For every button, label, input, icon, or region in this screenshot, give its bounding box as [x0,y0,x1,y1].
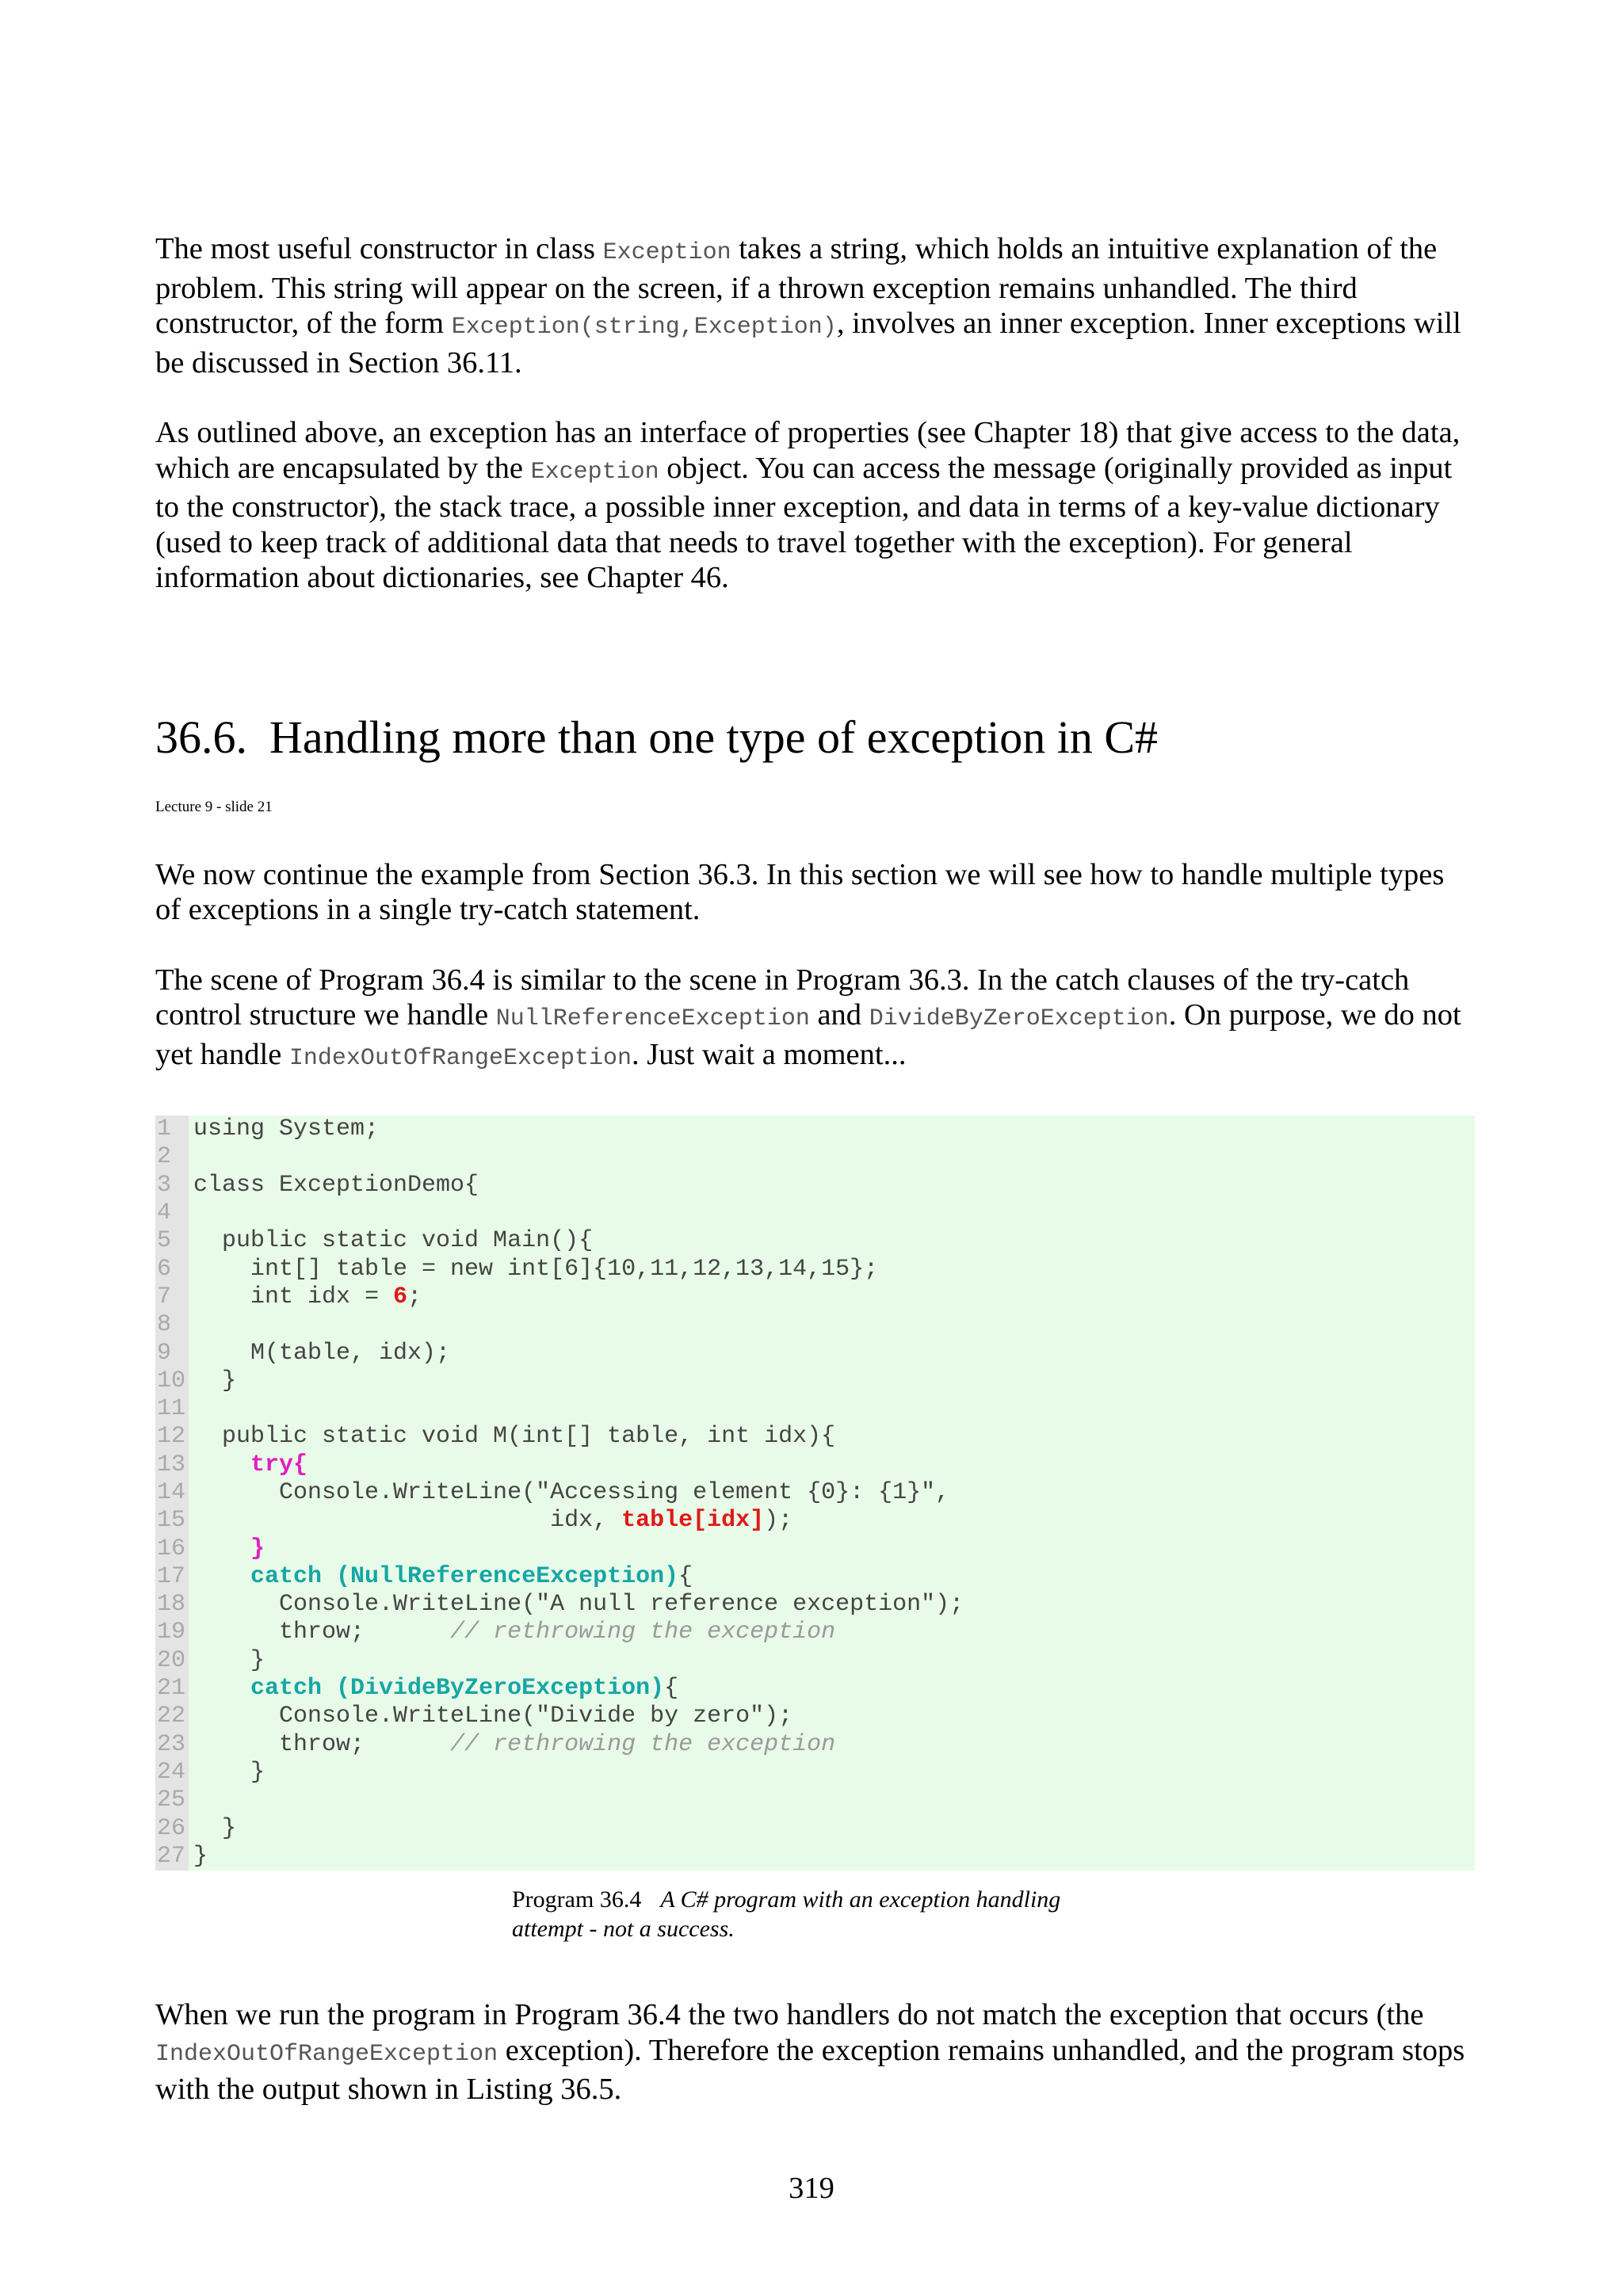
page-body [155,231,1475,2107]
line-number: 2 [155,1143,189,1171]
inline-code: DivideByZeroException [869,1005,1169,1033]
line-number: 20 [155,1647,189,1675]
code-line: 27 } [157,1842,208,1870]
caption-text: A C# program with an exception handling attempt - not a success. [512,1886,1061,1943]
line-number: 6 [155,1256,189,1283]
line-number: 26 [155,1815,189,1843]
try-close-brace: } [250,1535,265,1562]
code-line [155,1395,1475,1423]
highlight-expression: table[idx] [621,1507,765,1535]
highlight-value: 6 [393,1283,408,1310]
page-number: 319 [789,2172,834,2205]
code-line [155,1451,1475,1479]
code-line: 20 } [157,1646,265,1674]
line-number: 14 [155,1479,189,1507]
code-line: 1 using System; [157,1116,380,1143]
line-number: 23 [155,1731,189,1759]
code-line: 7 int idx = 6; [157,1283,422,1310]
section-number: 36.6. [155,711,247,763]
code-line: 26 } [157,1814,237,1842]
line-number: 21 [155,1675,189,1703]
line-number: 7 [155,1283,189,1311]
code-line [155,1535,1475,1563]
inline-code: NullReferenceException [495,1005,810,1033]
line-number: 8 [155,1311,189,1339]
paragraph-program-result: When we run the program in Program 36.4 the two handlers do not match the exception that occurs (the IndexOutOfRangeException exception). Therefore the exception remains unhandled, and the program stops with the output shown in Listing 36.5. [155,1998,1465,2107]
line-number: 18 [155,1591,189,1619]
line-number: 24 [155,1759,189,1787]
code-line: 3 class ExceptionDemo{ [157,1171,479,1199]
code-comment: // rethrowing the exception [450,1619,836,1646]
line-number: 11 [155,1395,189,1423]
paragraph-program-scene: The scene of Program 36.4 is similar to the scene in Program 36.3. In the catch clauses of the try-catch control structure we handle NullReferenceException and DivideByZeroException. On purpose, we do not yet handle IndexOutOfRangeException. Just wait a moment... [155,963,1461,1072]
inline-code: Exception(string,Exception) [451,314,837,341]
program-caption [512,1885,1114,1943]
catch-clause: catch (DivideByZeroException) [250,1675,665,1703]
line-number: 4 [155,1199,189,1227]
line-number: 10 [155,1367,189,1395]
code-line: 15 idx, table[idx]); [157,1507,793,1535]
line-number: 3 [155,1172,189,1199]
code-line: 9 M(table, idx); [157,1339,451,1367]
code-line: 17 catch (NullReferenceException){ [157,1562,693,1590]
code-line: 24 } [157,1758,265,1786]
line-number: 22 [155,1703,189,1730]
code-line: 6 int[] table = new int[6]{10,11,12,13,14,15}; [157,1255,879,1283]
section-heading [155,711,1475,764]
line-number: 25 [155,1787,189,1814]
code-line [155,1311,1475,1339]
code-line: 23 throw; // rethrowing the exception [157,1730,836,1758]
code-line: 10 } [157,1367,237,1394]
code-line: 18 Console.WriteLine("A null reference exception"); [157,1591,964,1619]
line-number: 5 [155,1227,189,1255]
catch-clause: catch (NullReferenceException) [250,1562,679,1590]
code-line [155,1143,1475,1171]
line-number: 12 [155,1423,189,1451]
code-comment: // rethrowing the exception [450,1730,836,1758]
lecture-reference: Lecture 9 - slide 21 [155,798,273,815]
code-line: 5 public static void Main(){ [157,1227,594,1255]
inline-code: IndexOutOfRangeException [155,2040,498,2068]
line-number: 15 [155,1507,189,1535]
line-number: 13 [155,1451,189,1479]
line-number: 16 [155,1535,189,1563]
line-number: 1 [155,1116,189,1143]
inline-code: Exception [530,458,659,486]
code-line: 21 catch (DivideByZeroException){ [157,1675,679,1703]
inline-code: Exception [602,239,731,266]
paragraph-exception-properties: As outlined above, an exception has an interface of properties (see Chapter 18) that give access to the data, which are encapsulated by the Exception object. You can access the message (originally provided as input to the constructor), the stack trace, a possible inner exception, and data in terms of a key-value dictionary (used to keep track of additional data that needs to travel together with the exception). For general information about dictionaries, see Chapter 46. [155,416,1461,594]
paragraph-exception-constructor: The most useful constructor in class Exception takes a string, which holds an intuitive explanation of the problem. This string will appear on the screen, if a thrown exception remains unhandled. The third constructor, of the form Exception(string,Exception), involves an inner exception. Inner exceptions will be discussed in Section 36.11. [155,232,1461,379]
code-line [155,1199,1475,1227]
code-line: 22 Console.WriteLine("Divide by zero"); [157,1703,793,1730]
section-title: Handling more than one type of exception in C# [269,711,1159,763]
caption-label: Program 36.4 [512,1886,642,1913]
code-line: 14 Console.WriteLine("Accessing element {0}: {1}", [157,1478,950,1506]
code-line: 12 public static void M(int[] table, int idx){ [157,1423,836,1451]
line-number: 19 [155,1619,189,1646]
line-number: 27 [155,1843,189,1871]
inline-code: IndexOutOfRangeException [288,1044,632,1072]
line-number: 9 [155,1340,189,1367]
code-line: 19 throw; // rethrowing the exception [157,1619,836,1646]
code-line [155,1787,1475,1814]
line-number: 17 [155,1563,189,1591]
program-listing [155,1116,1475,1871]
paragraph-continue-example: We now continue the example from Section 36.3. In this section we will see how to handle multiple types of exceptions in a single try-catch statement. [155,857,1445,927]
try-keyword: try{ [250,1451,308,1478]
